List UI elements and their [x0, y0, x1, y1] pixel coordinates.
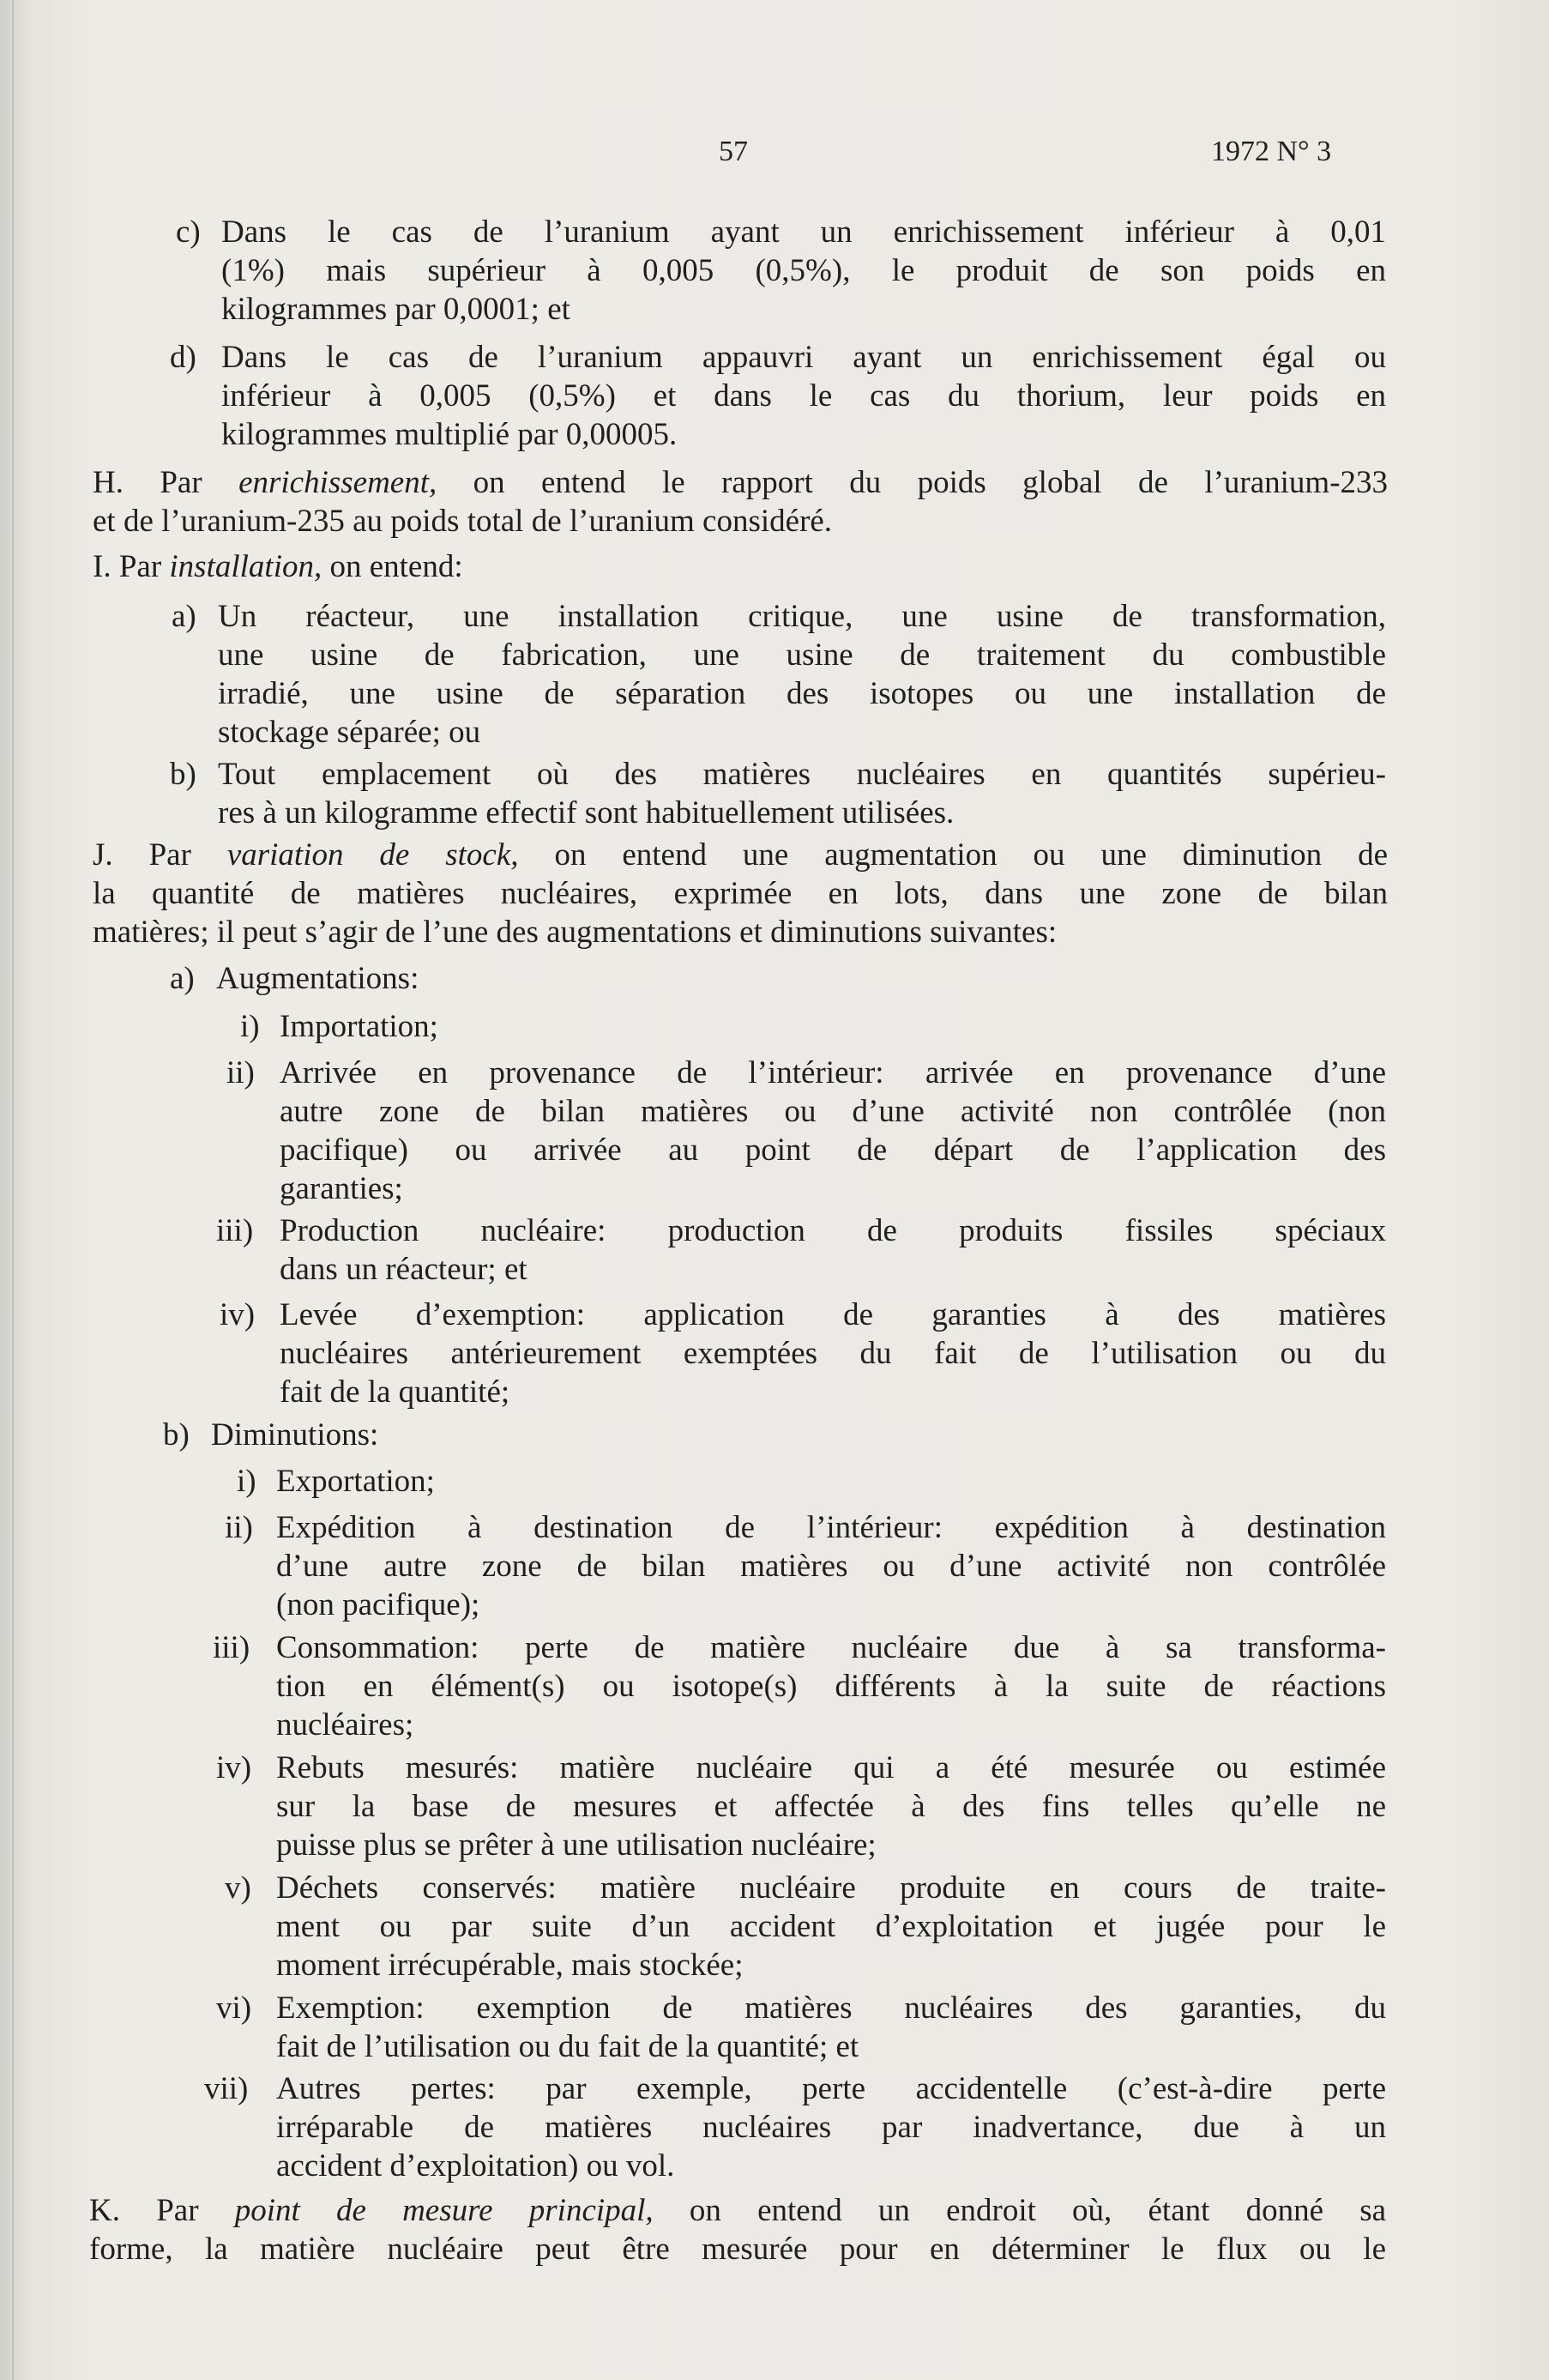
text-line: garanties;	[280, 1171, 403, 1206]
text-fragment: on entend le rapport du poids global de l’uranium-233	[473, 465, 1389, 500]
clause-label: Augmentations:	[216, 961, 419, 996]
text-line: (1%) mais supérieur à 0,005 (0,5%), le produit de son poids en	[221, 253, 1386, 288]
text-line: Exemption: exemption de matières nucléaires des garanties, du	[276, 1990, 1386, 2026]
definition-text	[93, 547, 1388, 586]
text-line: Déchets conservés: matière nucléaire produite en cours de traite-	[276, 1870, 1386, 1906]
text-line: Levée d’exemption: application de garanties à des matières	[280, 1297, 1386, 1332]
sub-clause-text	[276, 1749, 1386, 1864]
text-fragment: on entend un endroit où, étant donné sa	[689, 2193, 1387, 2228]
sub-clause-text	[276, 1869, 1386, 1984]
clause-text	[221, 338, 1386, 454]
clause-marker: c)	[176, 214, 201, 250]
clause-marker: b)	[170, 757, 196, 792]
defined-term: point de mesure principal,	[234, 2193, 654, 2228]
text-line: Consommation: perte de matière nucléaire due à sa transforma-	[276, 1630, 1386, 1665]
page-number: 57	[719, 136, 748, 167]
text-line: Un réacteur, une installation critique, une usine de transformation,	[218, 599, 1386, 634]
definition-text	[93, 836, 1388, 951]
text-line: dans un réacteur; et	[280, 1252, 527, 1287]
defined-term: variation de stock,	[226, 837, 519, 873]
text-line: pacifique) ou arrivée au point de départ de l’application des	[280, 1133, 1386, 1168]
text-line: Tout emplacement où des matières nucléaires en quantités supérieu-	[218, 757, 1386, 792]
sub-clause-text	[276, 1508, 1386, 1624]
text-line: moment irrécupérable, mais stockée;	[276, 1948, 744, 1983]
text-line: tion en élément(s) ou isotope(s) différents à la suite de réactions	[276, 1669, 1386, 1704]
clause-marker: a)	[170, 961, 195, 996]
text-line: Dans le cas de l’uranium ayant un enrichissement inférieur à 0,01	[221, 214, 1386, 250]
sub-clause-marker: ii)	[226, 1055, 255, 1090]
text-line: kilogrammes par 0,0001; et	[221, 292, 570, 327]
text-line: Arrivée en provenance de l’intérieur: arrivée en provenance d’une	[280, 1055, 1386, 1090]
sub-clause-text	[280, 1296, 1386, 1411]
sub-clause-marker: v)	[225, 1870, 251, 1906]
text-line: matières; il peut s’agir de l’une des augmentations et diminutions suivantes:	[93, 915, 1058, 950]
text-line: Production nucléaire: production de produits fissiles spéciaux	[280, 1213, 1386, 1248]
text-line: stockage séparée; ou	[218, 715, 481, 750]
text-line: (non pacifique);	[276, 1587, 480, 1622]
clause-text	[221, 213, 1386, 329]
sub-clause-text	[276, 2069, 1386, 2185]
sub-clause-marker: iv)	[216, 1750, 252, 1785]
definition-marker: H.	[93, 465, 124, 500]
page-header	[0, 136, 1549, 178]
binding-edge	[12, 0, 14, 2380]
text-line: d’une autre zone de bilan matières ou d’une activité non contrôlée	[276, 1549, 1386, 1584]
definition-text	[89, 2191, 1386, 2268]
clause-marker: a)	[172, 599, 196, 634]
text-fragment: Par	[118, 549, 162, 584]
text-fragment: Par	[148, 837, 191, 873]
text-line: Expédition à destination de l’intérieur: expédition à destination	[276, 1510, 1386, 1545]
text-line	[93, 836, 1388, 874]
text-line: nucléaires;	[276, 1707, 414, 1743]
defined-term: enrichissement,	[238, 465, 437, 500]
text-line: et de l’uranium-235 au poids total de l’uranium considéré.	[93, 504, 833, 539]
text-line: forme, la matière nucléaire peut être mesurée pour en déterminer le flux ou le	[89, 2232, 1386, 2267]
clause-text	[218, 597, 1386, 752]
defined-term: installation,	[169, 549, 322, 584]
text-line: accident d’exploitation) ou vol.	[276, 2148, 675, 2184]
text-line: sur la base de mesures et affectée à des fins telles qu’elle ne	[276, 1789, 1386, 1824]
text-line: irréparable de matières nucléaires par inadvertance, due à un	[276, 2110, 1386, 2145]
text-line: Rebuts mesurés: matière nucléaire qui a été mesurée ou estimée	[276, 1750, 1386, 1785]
definition-marker: I.	[93, 549, 112, 584]
sub-clause-text	[280, 1007, 1386, 1046]
text-fragment: on entend:	[329, 549, 463, 584]
clause-marker: d)	[170, 340, 196, 375]
clause-label: Diminutions:	[211, 1417, 379, 1453]
sub-clause-marker: iii)	[213, 1630, 250, 1665]
definition-marker: K.	[89, 2193, 120, 2228]
text-line: Dans le cas de l’uranium appauvri ayant un enrichissement égal ou	[221, 340, 1386, 375]
text-fragment: Par	[156, 2193, 199, 2228]
sub-clause-text	[280, 1054, 1386, 1208]
text-line: Importation;	[280, 1009, 438, 1044]
text-line: puisse plus se prêter à une utilisation nucléaire;	[276, 1827, 877, 1863]
sub-clause-text	[276, 1462, 1386, 1501]
text-line: kilogrammes multiplié par 0,00005.	[221, 417, 678, 452]
text-line: la quantité de matières nucléaires, exprimée en lots, dans une zone de bilan	[93, 876, 1388, 911]
sub-clause-marker: vii)	[204, 2071, 249, 2106]
text-line	[89, 2191, 1386, 2230]
text-line: ment ou par suite d’un accident d’exploitation et jugée pour le	[276, 1909, 1386, 1944]
sub-clause-marker: vi)	[216, 1990, 252, 2026]
text-line: fait de l’utilisation ou du fait de la quantité; et	[276, 2029, 859, 2064]
text-line: inférieur à 0,005 (0,5%) et dans le cas du thorium, leur poids en	[221, 378, 1386, 414]
clause-text	[218, 755, 1386, 832]
sub-clause-marker: ii)	[225, 1510, 253, 1545]
sub-clause-marker: i)	[240, 1009, 260, 1044]
sub-clause-marker: iv)	[220, 1297, 256, 1332]
sub-clause-text	[276, 1628, 1386, 1744]
definition-text	[93, 463, 1388, 541]
text-line: autre zone de bilan matières ou d’une activité non contrôlée (non	[280, 1094, 1386, 1129]
text-line: fait de la quantité;	[280, 1374, 510, 1410]
text-fragment: Par	[160, 465, 202, 500]
text-fragment: on entend une augmentation ou une diminution de	[554, 837, 1389, 873]
definition-marker: J.	[93, 837, 113, 873]
issue-label: 1972 N° 3	[1211, 136, 1332, 167]
text-line: nucléaires antérieurement exemptées du fait de l’utilisation ou du	[280, 1336, 1386, 1371]
text-line: une usine de fabrication, une usine de traitement du combustible	[218, 637, 1386, 673]
sub-clause-marker: iii)	[216, 1213, 254, 1248]
sub-clause-text	[280, 1211, 1386, 1289]
text-line: irradié, une usine de séparation des isotopes ou une installation de	[218, 676, 1386, 711]
clause-marker: b)	[163, 1417, 190, 1453]
text-line: res à un kilogramme effectif sont habituellement utilisées.	[218, 795, 955, 831]
text-line	[93, 547, 1388, 586]
sub-clause-text	[276, 1989, 1386, 2066]
text-line: Exportation;	[276, 1464, 435, 1499]
text-line	[93, 463, 1388, 502]
sub-clause-marker: i)	[237, 1464, 256, 1499]
text-line: Autres pertes: par exemple, perte accidentelle (c’est-à-dire perte	[276, 2071, 1386, 2106]
